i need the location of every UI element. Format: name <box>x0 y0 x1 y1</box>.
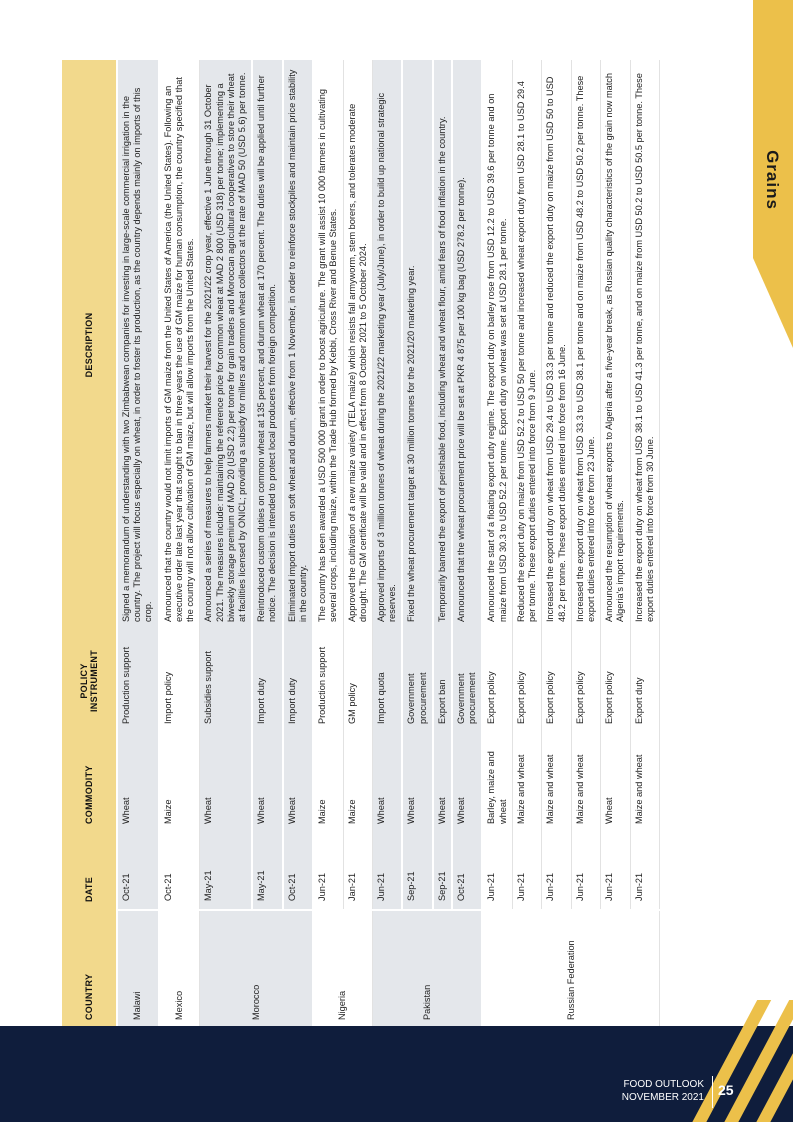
cell-commodity: Maize <box>159 732 200 832</box>
cell-policy-instrument: GM policy <box>343 630 372 732</box>
cell-country: Nigeria <box>313 910 372 1028</box>
cell-commodity: Maize and wheat <box>512 732 541 832</box>
cell-commodity: Wheat <box>117 732 159 832</box>
cell-date: May-21 <box>252 832 282 910</box>
cell-commodity: Wheat <box>601 732 630 832</box>
cell-date: Jun-21 <box>512 832 541 910</box>
cell-commodity: Maize <box>343 732 372 832</box>
cell-country: Mexico <box>159 910 200 1028</box>
cell-policy-instrument: Import quota <box>372 630 402 732</box>
policy-table-rotated <box>62 60 737 1028</box>
cell-date: Jun-21 <box>601 832 630 910</box>
table-row <box>542 60 571 1028</box>
table-row <box>200 60 252 1028</box>
cell-date: Oct-21 <box>283 832 313 910</box>
cell-description: Temporarily banned the export of perishable food, including wheat and wheat flour, amid fears of food inflation in the country. <box>433 60 452 630</box>
cell-date: Jan-21 <box>343 832 372 910</box>
cell-policy-instrument: Import policy <box>159 630 200 732</box>
footer-band <box>0 1026 793 1122</box>
cell-date: Jun-21 <box>482 832 512 910</box>
cell-description: Eliminated import duties on soft wheat and durum, effective from 1 November, in order to reinforce stockpiles and maintain price stability in the country. <box>283 60 313 630</box>
cell-description: Reduced the export duty on maize from USD 52.2 to USD 50 per tonne and increased wheat export duty from USD 28.1 to USD 29.4 per tonne. These export duties entered into force from 9 June. <box>512 60 541 630</box>
cell-description: Announced that the country would not limit imports of GM maize from the United States of America (the United States). Following an executive order late last year that sought to ban in three years the use of GM maize for human consumption, the country specified that the country will not allow cultivation of GM maize, but will allow imports from the United States. <box>159 60 200 630</box>
cell-policy-instrument: Export policy <box>542 630 571 732</box>
cell-country: Russian Federation <box>482 910 659 1028</box>
cell-policy-instrument: Subsidies support <box>200 630 252 732</box>
cell-commodity: Maize <box>313 732 343 832</box>
table-row <box>117 60 159 1028</box>
footer-date: NOVEMBER 2021 <box>621 1091 704 1103</box>
cell-description: Announced a series of measures to help farmers market their harvest for the 2021/22 crop year, effective 1 June through 31 October 2021. The measures include: maintaining the reference price for common wheat at MAD 2 800 (USD 318) per tonne; implementing a biweekly storage premium of MAD 20 (USD 2.2) per tonne for grain traders and Moroccan agricultural cooperatives to store their wheat at facilities licensed by ONICL; providing a subsidy for millers and common wheat collectors at the rate of MAD 50 (USD 5.6) per tonne. <box>200 60 252 630</box>
footer-title: FOOD OUTLOOK <box>623 1079 704 1090</box>
cell-date: Sep-21 <box>433 832 452 910</box>
table-header-row <box>62 60 117 1028</box>
section-label-text: Grains <box>763 150 782 210</box>
cell-date: Sep-21 <box>402 832 432 910</box>
table-row <box>601 60 630 1028</box>
cell-commodity: Wheat <box>452 732 482 832</box>
table-body <box>117 60 660 1028</box>
policy-table <box>62 60 660 1028</box>
cell-commodity: Maize and wheat <box>571 732 600 832</box>
cell-description: Announced the resumption of wheat exports to Algeria after a five-year break, as Russian quality characteristics of the grain now match Algeria's import requirements. <box>601 60 630 630</box>
cell-description: Signed a memorandum of understanding with two Zimbabwean companies for investing in large-scale commercial irrigation in the country. The project will focus especially on wheat, in order to foster its production, as the country depends mainly on imports of this crop. <box>117 60 159 630</box>
section-tab <box>753 0 793 258</box>
cell-date: Jun-21 <box>571 832 600 910</box>
table-row <box>159 60 200 1028</box>
cell-commodity: Wheat <box>200 732 252 832</box>
cell-description: The country has been awarded a USD 500 000 grant in order to boost agriculture. The grant will assist 10 000 farmers in cultivating several crops, including maize, within the Trade Hub formed by Kebbi, Cross River and Benue States. <box>313 60 343 630</box>
header-policy-instrument: POLICY INSTRUMENT <box>62 630 117 732</box>
table-row <box>252 60 282 1028</box>
cell-commodity: Wheat <box>252 732 282 832</box>
cell-policy-instrument: Export policy <box>571 630 600 732</box>
cell-policy-instrument: Government procurement <box>402 630 432 732</box>
cell-description: Fixed the wheat procurement target at 30 million tonnes for the 2021/20 marketing year. <box>402 60 432 630</box>
cell-policy-instrument: Export policy <box>482 630 512 732</box>
table-row <box>402 60 432 1028</box>
footer-divider <box>712 1076 713 1108</box>
table-row <box>512 60 541 1028</box>
cell-description: Increased the export duty on wheat from USD 38.1 to USD 41.3 per tonne, and on maize from USD 50.2 to USD 50.5 per tonne. These export duties entered into force from 30 June. <box>630 60 659 630</box>
table-row <box>571 60 600 1028</box>
cell-policy-instrument: Production support <box>117 630 159 732</box>
cell-commodity: Wheat <box>372 732 402 832</box>
header-country: COUNTRY <box>62 910 117 1028</box>
cell-date: Oct-21 <box>452 832 482 910</box>
cell-policy-instrument: Export policy <box>601 630 630 732</box>
table-row <box>433 60 452 1028</box>
cell-commodity: Wheat <box>433 732 452 832</box>
page-number: 25 <box>718 1082 734 1098</box>
cell-description: Announced the start of a floating export duty regime. The export duty on barley rose from USD 12.2 to USD 39.6 per tonne and on maize from USD 30.3 to USD 52.2 per tonne. Export duty on wheat was set at USD 28.1 per tonne. <box>482 60 512 630</box>
table-row <box>313 60 343 1028</box>
cell-commodity: Barley, maize and wheat <box>482 732 512 832</box>
cell-date: Jun-21 <box>542 832 571 910</box>
footer-publication <box>600 1079 704 1104</box>
table-row <box>283 60 313 1028</box>
cell-policy-instrument: Import duty <box>252 630 282 732</box>
cell-date: May-21 <box>200 832 252 910</box>
cell-policy-instrument: Export duty <box>630 630 659 732</box>
table-row <box>630 60 659 1028</box>
cell-description: Approved the cultivation of a new maize variety (TELA maize) which resists fall armyworm, stem borers, and tolerates moderate drought. The GM certificate will be valid and in effect from 8 October 2021 to 5 October 2024. <box>343 60 372 630</box>
policy-table-wrapper <box>62 60 737 1028</box>
cell-policy-instrument: Import duty <box>283 630 313 732</box>
cell-description: Announced that the wheat procurement price will be set at PKR 4 875 per 100 kg bag (USD 278.2 per tonne). <box>452 60 482 630</box>
table-row <box>452 60 482 1028</box>
cell-commodity: Wheat <box>283 732 313 832</box>
cell-description: Increased the export duty on wheat from USD 33.3 to USD 38.1 per tonne and on maize from USD 48.2 to USD 50.2 per tonne. These export duties entered into force from 23 June. <box>571 60 600 630</box>
cell-country: Morocco <box>200 910 313 1028</box>
section-tab-triangle <box>753 258 793 348</box>
header-description: DESCRIPTION <box>62 60 117 630</box>
cell-date: Oct-21 <box>159 832 200 910</box>
cell-description: Reintroduced custom duties on common wheat at 135 percent, and durum wheat at 170 percent. The duties will be applied until further notice. The decision is intended to protect local producers from foreign competition. <box>252 60 282 630</box>
cell-policy-instrument: Government procurement <box>452 630 482 732</box>
cell-country: Pakistan <box>372 910 482 1028</box>
cell-policy-instrument: Export ban <box>433 630 452 732</box>
cell-commodity: Wheat <box>402 732 432 832</box>
table-row <box>343 60 372 1028</box>
cell-date: Jun-21 <box>630 832 659 910</box>
cell-commodity: Maize and wheat <box>542 732 571 832</box>
cell-description: Approved imports of 3 million tonnes of wheat during the 2021/22 marketing year (July/June), in order to build up national strategic reserves. <box>372 60 402 630</box>
cell-commodity: Maize and wheat <box>630 732 659 832</box>
header-commodity: COMMODITY <box>62 732 117 832</box>
cell-date: Jun-21 <box>313 832 343 910</box>
cell-country: Malawi <box>117 910 159 1028</box>
cell-description: Increased the export duty on wheat from USD 29.4 to USD 33.3 per tonne and reduced the export duty on maize from USD 50 to USD 48.2 per tonne. These export duties entered into force from 16 June. <box>542 60 571 630</box>
table-row <box>372 60 402 1028</box>
header-date: DATE <box>62 832 117 910</box>
section-label <box>752 150 792 210</box>
cell-date: Jun-21 <box>372 832 402 910</box>
table-row <box>482 60 512 1028</box>
cell-policy-instrument: Production support <box>313 630 343 732</box>
cell-policy-instrument: Export policy <box>512 630 541 732</box>
cell-date: Oct-21 <box>117 832 159 910</box>
